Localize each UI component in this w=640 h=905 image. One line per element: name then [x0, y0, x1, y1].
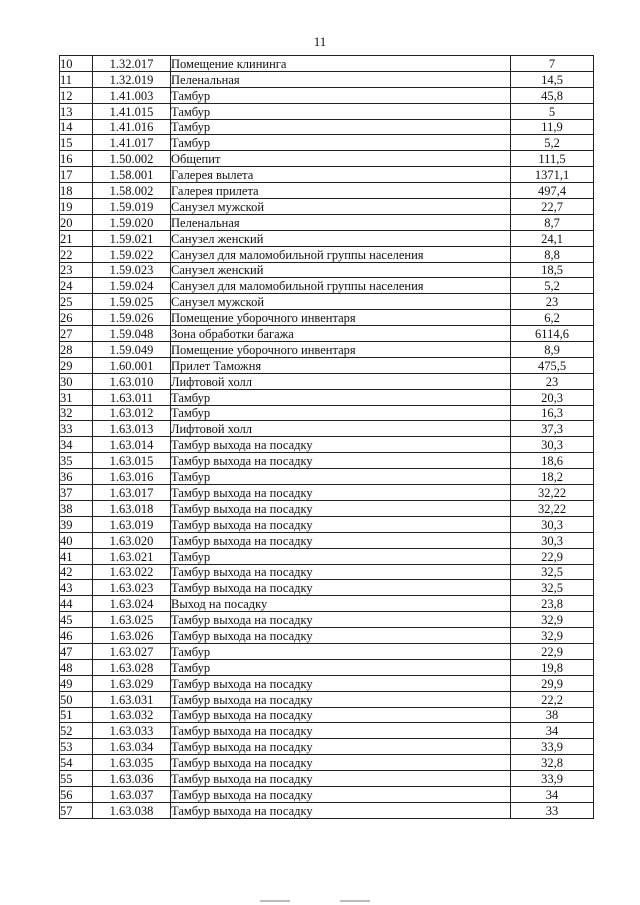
room-name: Тамбур выхода на посадку: [171, 802, 511, 818]
row-number: 32: [60, 405, 93, 421]
room-area: 18,2: [511, 469, 594, 485]
room-name: Тамбур выхода на посадку: [171, 786, 511, 802]
room-code: 1.32.017: [93, 56, 171, 72]
row-number: 12: [60, 87, 93, 103]
room-name: Тамбур: [171, 405, 511, 421]
premises-table: [59, 55, 594, 819]
room-code: 1.63.017: [93, 485, 171, 501]
room-code: 1.59.022: [93, 246, 171, 262]
table-row: [60, 580, 594, 596]
room-code: 1.63.032: [93, 707, 171, 723]
room-area: 30,3: [511, 516, 594, 532]
room-area: 22,7: [511, 199, 594, 215]
room-code: 1.63.021: [93, 548, 171, 564]
table-row: [60, 103, 594, 119]
table-row: [60, 802, 594, 818]
room-code: 1.63.026: [93, 628, 171, 644]
table-row: [60, 421, 594, 437]
room-code: 1.59.048: [93, 326, 171, 342]
room-code: 1.63.018: [93, 500, 171, 516]
table-row: [60, 71, 594, 87]
room-name: Лифтовой холл: [171, 421, 511, 437]
table-row: [60, 723, 594, 739]
room-code: 1.63.034: [93, 739, 171, 755]
row-number: 33: [60, 421, 93, 437]
room-name: Помещение клининга: [171, 56, 511, 72]
room-area: 29,9: [511, 675, 594, 691]
room-code: 1.59.049: [93, 342, 171, 358]
table-row: [60, 453, 594, 469]
room-name: Тамбур: [171, 135, 511, 151]
room-name: Тамбур выхода на посадку: [171, 755, 511, 771]
room-name: Тамбур: [171, 87, 511, 103]
room-area: 22,2: [511, 691, 594, 707]
table-row: [60, 342, 594, 358]
room-area: 34: [511, 786, 594, 802]
room-name: Тамбур выхода на посадку: [171, 564, 511, 580]
row-number: 21: [60, 230, 93, 246]
room-name: Тамбур выхода на посадку: [171, 437, 511, 453]
room-name: Тамбур выхода на посадку: [171, 500, 511, 516]
row-number: 18: [60, 183, 93, 199]
room-area: 6114,6: [511, 326, 594, 342]
room-area: 33,9: [511, 739, 594, 755]
room-area: 8,9: [511, 342, 594, 358]
row-number: 43: [60, 580, 93, 596]
table-row: [60, 119, 594, 135]
room-code: 1.63.033: [93, 723, 171, 739]
table-row: [60, 755, 594, 771]
room-code: 1.63.019: [93, 516, 171, 532]
row-number: 10: [60, 56, 93, 72]
room-area: 32,5: [511, 564, 594, 580]
table-row: [60, 167, 594, 183]
row-number: 31: [60, 389, 93, 405]
table-row: [60, 691, 594, 707]
room-area: 30,3: [511, 437, 594, 453]
room-name: Тамбур выхода на посадку: [171, 707, 511, 723]
room-area: 32,9: [511, 628, 594, 644]
row-number: 40: [60, 532, 93, 548]
room-code: 1.63.023: [93, 580, 171, 596]
table-row: [60, 357, 594, 373]
row-number: 44: [60, 596, 93, 612]
scan-mark: [260, 900, 290, 902]
room-area: 32,22: [511, 485, 594, 501]
room-name: Тамбур: [171, 469, 511, 485]
table-row: [60, 548, 594, 564]
room-code: 1.63.012: [93, 405, 171, 421]
room-code: 1.63.031: [93, 691, 171, 707]
room-code: 1.58.001: [93, 167, 171, 183]
room-name: Помещение уборочного инвентаря: [171, 342, 511, 358]
room-name: Тамбур выхода на посадку: [171, 580, 511, 596]
room-code: 1.59.023: [93, 262, 171, 278]
table-row: [60, 373, 594, 389]
room-area: 23: [511, 373, 594, 389]
room-code: 1.63.028: [93, 659, 171, 675]
table-row: [60, 643, 594, 659]
page-number: 11: [313, 34, 327, 49]
room-name: Тамбур выхода на посадку: [171, 691, 511, 707]
table-row: [60, 771, 594, 787]
room-code: 1.63.038: [93, 802, 171, 818]
room-code: 1.41.015: [93, 103, 171, 119]
table-row: [60, 532, 594, 548]
row-number: 16: [60, 151, 93, 167]
row-number: 50: [60, 691, 93, 707]
room-name: Галерея вылета: [171, 167, 511, 183]
table-row: [60, 469, 594, 485]
room-area: 11,9: [511, 119, 594, 135]
room-code: 1.63.020: [93, 532, 171, 548]
row-number: 27: [60, 326, 93, 342]
row-number: 25: [60, 294, 93, 310]
table-row: [60, 294, 594, 310]
row-number: 52: [60, 723, 93, 739]
room-area: 20,3: [511, 389, 594, 405]
room-name: Прилет Таможня: [171, 357, 511, 373]
table-row: [60, 612, 594, 628]
room-name: Пеленальная: [171, 214, 511, 230]
room-name: Санузел женский: [171, 262, 511, 278]
row-number: 49: [60, 675, 93, 691]
scan-mark: [340, 900, 370, 902]
room-area: 14,5: [511, 71, 594, 87]
room-area: 22,9: [511, 643, 594, 659]
row-number: 51: [60, 707, 93, 723]
room-code: 1.63.037: [93, 786, 171, 802]
room-area: 6,2: [511, 310, 594, 326]
room-area: 23: [511, 294, 594, 310]
room-area: 497,4: [511, 183, 594, 199]
room-code: 1.63.035: [93, 755, 171, 771]
table-row: [60, 135, 594, 151]
room-name: Галерея прилета: [171, 183, 511, 199]
room-code: 1.41.003: [93, 87, 171, 103]
room-name: Общепит: [171, 151, 511, 167]
row-number: 15: [60, 135, 93, 151]
room-code: 1.63.036: [93, 771, 171, 787]
table-row: [60, 628, 594, 644]
room-code: 1.60.001: [93, 357, 171, 373]
room-code: 1.41.016: [93, 119, 171, 135]
room-code: 1.50.002: [93, 151, 171, 167]
room-code: 1.63.024: [93, 596, 171, 612]
table-row: [60, 230, 594, 246]
table-row: [60, 675, 594, 691]
row-number: 53: [60, 739, 93, 755]
room-name: Санузел для маломобильной группы населения: [171, 278, 511, 294]
row-number: 48: [60, 659, 93, 675]
table-row: [60, 183, 594, 199]
table-row: [60, 500, 594, 516]
room-name: Лифтовой холл: [171, 373, 511, 389]
row-number: 39: [60, 516, 93, 532]
row-number: 47: [60, 643, 93, 659]
table-row: [60, 405, 594, 421]
table-row: [60, 485, 594, 501]
room-code: 1.32.019: [93, 71, 171, 87]
room-name: Тамбур: [171, 389, 511, 405]
table-row: [60, 389, 594, 405]
table-row: [60, 214, 594, 230]
room-area: 34: [511, 723, 594, 739]
table-row: [60, 278, 594, 294]
room-name: Пеленальная: [171, 71, 511, 87]
room-code: 1.59.026: [93, 310, 171, 326]
room-name: Тамбур выхода на посадку: [171, 516, 511, 532]
row-number: 13: [60, 103, 93, 119]
room-area: 7: [511, 56, 594, 72]
room-name: Санузел женский: [171, 230, 511, 246]
row-number: 38: [60, 500, 93, 516]
table-row: [60, 786, 594, 802]
row-number: 17: [60, 167, 93, 183]
room-area: 33: [511, 802, 594, 818]
room-area: 18,5: [511, 262, 594, 278]
row-number: 14: [60, 119, 93, 135]
room-area: 8,7: [511, 214, 594, 230]
room-code: 1.63.011: [93, 389, 171, 405]
room-area: 16,3: [511, 405, 594, 421]
room-code: 1.58.002: [93, 183, 171, 199]
room-area: 32,22: [511, 500, 594, 516]
row-number: 34: [60, 437, 93, 453]
row-number: 23: [60, 262, 93, 278]
row-number: 46: [60, 628, 93, 644]
table-body: [60, 56, 594, 819]
row-number: 54: [60, 755, 93, 771]
room-code: 1.63.027: [93, 643, 171, 659]
room-name: Тамбур: [171, 659, 511, 675]
room-name: Тамбур: [171, 119, 511, 135]
room-name: Тамбур выхода на посадку: [171, 612, 511, 628]
row-number: 20: [60, 214, 93, 230]
table-row: [60, 516, 594, 532]
row-number: 42: [60, 564, 93, 580]
table-row: [60, 326, 594, 342]
room-area: 5: [511, 103, 594, 119]
room-code: 1.59.024: [93, 278, 171, 294]
row-number: 45: [60, 612, 93, 628]
table-row: [60, 87, 594, 103]
room-area: 32,5: [511, 580, 594, 596]
room-name: Тамбур выхода на посадку: [171, 532, 511, 548]
room-code: 1.63.022: [93, 564, 171, 580]
row-number: 37: [60, 485, 93, 501]
row-number: 26: [60, 310, 93, 326]
table-row: [60, 151, 594, 167]
room-name: Тамбур выхода на посадку: [171, 628, 511, 644]
row-number: 57: [60, 802, 93, 818]
room-area: 45,8: [511, 87, 594, 103]
room-area: 37,3: [511, 421, 594, 437]
room-name: Тамбур выхода на посадку: [171, 771, 511, 787]
row-number: 56: [60, 786, 93, 802]
row-number: 22: [60, 246, 93, 262]
row-number: 29: [60, 357, 93, 373]
room-area: 32,8: [511, 755, 594, 771]
room-name: Тамбур: [171, 103, 511, 119]
room-code: 1.59.025: [93, 294, 171, 310]
row-number: 28: [60, 342, 93, 358]
room-name: Санузел для маломобильной группы населения: [171, 246, 511, 262]
table-row: [60, 56, 594, 72]
table-row: [60, 707, 594, 723]
table-row: [60, 199, 594, 215]
row-number: 41: [60, 548, 93, 564]
room-code: 1.59.021: [93, 230, 171, 246]
room-area: 30,3: [511, 532, 594, 548]
room-code: 1.63.025: [93, 612, 171, 628]
room-area: 18,6: [511, 453, 594, 469]
row-number: 24: [60, 278, 93, 294]
room-name: Тамбур: [171, 643, 511, 659]
room-code: 1.63.010: [93, 373, 171, 389]
row-number: 30: [60, 373, 93, 389]
table-row: [60, 564, 594, 580]
row-number: 55: [60, 771, 93, 787]
room-code: 1.59.020: [93, 214, 171, 230]
room-area: 23,8: [511, 596, 594, 612]
room-name: Тамбур выхода на посадку: [171, 485, 511, 501]
table-row: [60, 596, 594, 612]
row-number: 11: [60, 71, 93, 87]
room-area: 33,9: [511, 771, 594, 787]
row-number: 36: [60, 469, 93, 485]
room-name: Тамбур: [171, 548, 511, 564]
table-row: [60, 246, 594, 262]
room-area: 5,2: [511, 278, 594, 294]
row-number: 35: [60, 453, 93, 469]
table-row: [60, 437, 594, 453]
room-name: Помещение уборочного инвентаря: [171, 310, 511, 326]
room-area: 1371,1: [511, 167, 594, 183]
room-area: 22,9: [511, 548, 594, 564]
room-name: Тамбур выхода на посадку: [171, 675, 511, 691]
table-row: [60, 310, 594, 326]
room-area: 475,5: [511, 357, 594, 373]
room-name: Тамбур выхода на посадку: [171, 723, 511, 739]
room-name: Тамбур выхода на посадку: [171, 453, 511, 469]
table-row: [60, 659, 594, 675]
room-area: 111,5: [511, 151, 594, 167]
room-code: 1.63.029: [93, 675, 171, 691]
room-area: 5,2: [511, 135, 594, 151]
room-name: Зона обработки багажа: [171, 326, 511, 342]
room-code: 1.41.017: [93, 135, 171, 151]
table-row: [60, 739, 594, 755]
room-code: 1.63.015: [93, 453, 171, 469]
room-area: 8,8: [511, 246, 594, 262]
room-code: 1.59.019: [93, 199, 171, 215]
room-area: 24,1: [511, 230, 594, 246]
room-name: Санузел мужской: [171, 294, 511, 310]
room-area: 38: [511, 707, 594, 723]
room-name: Выход на посадку: [171, 596, 511, 612]
room-area: 32,9: [511, 612, 594, 628]
row-number: 19: [60, 199, 93, 215]
room-code: 1.63.016: [93, 469, 171, 485]
room-name: Тамбур выхода на посадку: [171, 739, 511, 755]
room-code: 1.63.013: [93, 421, 171, 437]
table-row: [60, 262, 594, 278]
room-code: 1.63.014: [93, 437, 171, 453]
room-area: 19,8: [511, 659, 594, 675]
room-name: Санузел мужской: [171, 199, 511, 215]
